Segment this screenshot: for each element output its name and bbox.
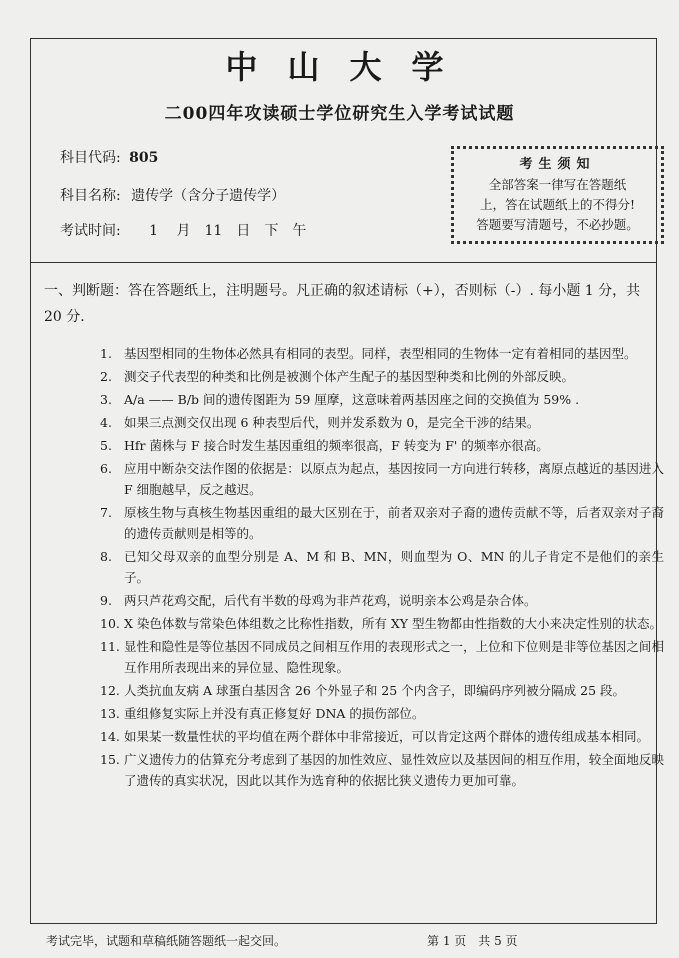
question-item <box>100 590 664 611</box>
question-item <box>100 389 664 410</box>
question-number: 12. <box>100 683 120 698</box>
question-number: 8. <box>100 549 112 564</box>
subject-name-value: 遗传学（含分子遗传学） <box>131 188 286 204</box>
question-number: 15. <box>100 752 120 767</box>
question-number: 11. <box>100 639 120 654</box>
subject-code-label: 科目代码: <box>60 150 121 166</box>
question-item <box>100 502 664 544</box>
notice-line-1: 全部答案一律写在答题纸 <box>488 177 627 192</box>
candidate-notice-box <box>451 146 664 244</box>
exam-time-value: 1 月 11 日 下 午 <box>149 223 307 239</box>
question-number: 9. <box>100 593 112 608</box>
question-text: 显性和隐性是等位基因不同成员之间相互作用的表现形式之一，上位和下位则是非等位基因之间相互作用所表现出来的异位显、隐性现象。 <box>124 639 664 675</box>
question-item <box>100 458 664 500</box>
page-number: 第 1 页 共 5 页 <box>427 934 518 948</box>
question-text: 人类抗血友病 A 球蛋白基因含 26 个外显子和 25 个内含子，即编码序列被分隔成 25 段。 <box>124 683 626 698</box>
question-list <box>100 343 664 793</box>
question-text: 广义遗传力的估算充分考虑到了基因的加性效应、显性效应以及基因间的相互作用，较全面地反映了遗传的真实状况，因此以其作为选育种的依据比狭义遗传力更加可靠。 <box>124 752 664 788</box>
question-number: 3. <box>100 392 112 407</box>
question-text: 已知父母双亲的血型分别是 A、M 和 B、MN，则血型为 O、MN 的儿子肯定不是他们的亲生子。 <box>124 549 664 585</box>
notice-line-2: 上，答在试题纸上的不得分! <box>479 197 636 212</box>
question-item <box>100 412 664 433</box>
question-item <box>100 613 664 634</box>
question-item <box>100 343 664 364</box>
question-text: 测交子代表型的种类和比例是被测个体产生配子的基因型种类和比例的外部反映。 <box>124 369 575 384</box>
question-text: 重组修复实际上并没有真正修复好 DNA 的损伤部位。 <box>124 706 425 721</box>
question-item <box>100 366 664 387</box>
question-item <box>100 680 664 701</box>
question-item <box>100 726 664 747</box>
question-number: 10. <box>100 616 120 631</box>
question-text: 原核生物与真核生物基因重组的最大区别在于，前者双亲对子裔的遗传贡献不等，后者双亲对子裔的遗传贡献则是相等的。 <box>124 505 664 541</box>
question-number: 6. <box>100 461 112 476</box>
question-number: 1. <box>100 346 112 361</box>
question-text: 两只芦花鸡交配，后代有半数的母鸡为非芦花鸡，说明亲本公鸡是杂合体。 <box>124 593 537 608</box>
question-number: 13. <box>100 706 120 721</box>
question-text: 基因型相同的生物体必然具有相同的表型。同样，表型相同的生物体一定有着相同的基因型。 <box>124 346 637 361</box>
question-item <box>100 749 664 791</box>
subject-code-row <box>60 147 158 167</box>
question-text: A/a —— B/b 间的遗传图距为 59 厘摩，这意味着两基因座之间的交换值为 59% . <box>124 392 580 407</box>
university-title: 中山大学 <box>225 48 474 86</box>
question-number: 14. <box>100 729 120 744</box>
notice-line-3: 答题要写清题号，不必抄题。 <box>476 217 639 232</box>
question-number: 2. <box>100 369 112 384</box>
notice-title: 考生须知 <box>519 157 596 172</box>
footer-note: 考试完毕，试题和草稿纸随答题纸一起交回。 <box>46 934 287 948</box>
exam-time-row <box>60 220 306 240</box>
question-text: Hfr 菌株与 F 接合时发生基因重组的频率很高，F 转变为 F' 的频率亦很高。 <box>124 438 549 453</box>
question-number: 5. <box>100 438 112 453</box>
question-number: 7. <box>100 505 112 520</box>
subject-name-label: 科目名称: <box>60 188 121 204</box>
question-text: 应用中断杂交法作图的依据是：以原点为起点，基因按同一方向进行转移，离原点越近的基因进入 F 细胞越早，反之越迟。 <box>124 461 664 497</box>
question-text: 如果某一数量性状的平均值在两个群体中非常接近，可以肯定这两个群体的遗传组成基本相同。 <box>124 729 650 744</box>
question-item <box>100 435 664 456</box>
exam-time-label: 考试时间: <box>60 223 121 239</box>
exam-title: 二00四年攻读硕士学位研究生入学考试试题 <box>164 104 515 124</box>
question-item <box>100 703 664 724</box>
subject-name-row <box>60 185 285 205</box>
question-text: 如果三点测交仅出现 6 种表型后代，则并发系数为 0，是完全干涉的结果。 <box>124 415 540 430</box>
header-divider <box>30 262 657 263</box>
question-item <box>100 636 664 678</box>
subject-code-value: 805 <box>129 150 159 166</box>
question-text: X 染色体数与常染色体组数之比称性指数，所有 XY 型生物都由性指数的大小来决定性别的状态。 <box>124 616 662 631</box>
section-instruction: 一、判断题：答在答题纸上，注明题号。凡正确的叙述请标（+），否则标（-）. 每小题 1 分，共 20 分. <box>44 283 641 325</box>
question-item <box>100 546 664 588</box>
question-number: 4. <box>100 415 112 430</box>
